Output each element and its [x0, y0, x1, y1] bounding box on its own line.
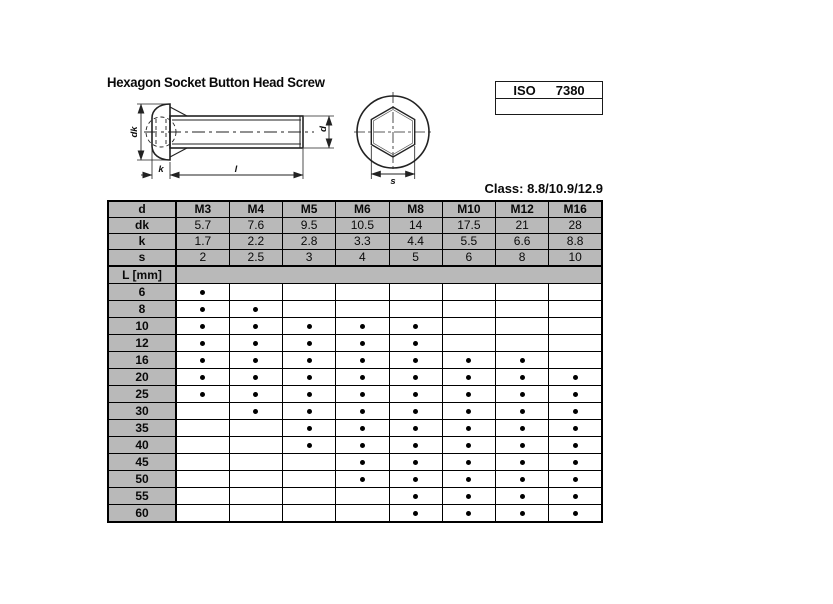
availability-dot: [413, 460, 418, 465]
availability-dot-cell: [176, 369, 229, 386]
availability-dot-cell: [549, 454, 602, 471]
availability-empty-cell: [442, 284, 495, 301]
length-row-label: 10: [108, 318, 176, 335]
availability-empty-cell: [229, 454, 282, 471]
availability-dot: [360, 443, 365, 448]
length-row-label: 50: [108, 471, 176, 488]
availability-empty-cell: [496, 301, 549, 318]
availability-dot-cell: [176, 284, 229, 301]
spec-value: 8.8: [549, 234, 602, 250]
availability-dot: [413, 392, 418, 397]
availability-dot: [466, 477, 471, 482]
availability-dot: [466, 375, 471, 380]
length-row-12: [108, 335, 602, 352]
availability-empty-cell: [283, 471, 336, 488]
availability-dot: [413, 443, 418, 448]
availability-dot-cell: [549, 369, 602, 386]
availability-dot-cell: [336, 318, 389, 335]
availability-dot: [466, 443, 471, 448]
iso-box-empty-row: [496, 99, 602, 114]
availability-dot: [520, 460, 525, 465]
length-section-fill: [176, 266, 602, 284]
availability-dot: [573, 511, 578, 516]
availability-dot: [413, 511, 418, 516]
availability-dot: [466, 460, 471, 465]
spec-value: M3: [176, 201, 229, 218]
availability-dot-cell: [496, 386, 549, 403]
strength-class-label: Class: 8.8/10.9/12.9: [484, 181, 603, 196]
length-row-label: 25: [108, 386, 176, 403]
length-row-45: [108, 454, 602, 471]
availability-dot: [520, 409, 525, 414]
availability-empty-cell: [229, 505, 282, 523]
availability-dot: [253, 409, 258, 414]
availability-empty-cell: [176, 454, 229, 471]
spec-value: 8: [496, 250, 549, 267]
length-row-label: 45: [108, 454, 176, 471]
dim-label-s: s: [390, 176, 396, 187]
length-row-label: 60: [108, 505, 176, 523]
availability-dot-cell: [389, 352, 442, 369]
availability-dot: [360, 460, 365, 465]
availability-dot: [466, 409, 471, 414]
availability-dot-cell: [176, 386, 229, 403]
availability-dot: [307, 392, 312, 397]
availability-dot: [520, 375, 525, 380]
spec-value: 2: [176, 250, 229, 267]
availability-dot: [573, 460, 578, 465]
availability-dot: [573, 477, 578, 482]
availability-dot-cell: [496, 505, 549, 523]
availability-dot-cell: [336, 420, 389, 437]
availability-dot-cell: [496, 488, 549, 505]
availability-dot: [413, 341, 418, 346]
availability-dot: [360, 426, 365, 431]
dimension-labels: [129, 126, 396, 187]
availability-dot: [413, 324, 418, 329]
availability-dot: [573, 375, 578, 380]
availability-dot: [200, 307, 205, 312]
availability-empty-cell: [389, 284, 442, 301]
availability-dot: [573, 443, 578, 448]
dim-label-dk: dk: [129, 126, 140, 138]
availability-dot: [520, 477, 525, 482]
spec-row-s: [108, 250, 602, 267]
length-row-label: 30: [108, 403, 176, 420]
availability-dot-cell: [176, 301, 229, 318]
spec-value: 1.7: [176, 234, 229, 250]
availability-dot-cell: [336, 335, 389, 352]
availability-dot: [360, 324, 365, 329]
availability-empty-cell: [176, 471, 229, 488]
availability-empty-cell: [442, 318, 495, 335]
spec-value: 28: [549, 218, 602, 234]
availability-dot-cell: [176, 352, 229, 369]
availability-dot: [253, 341, 258, 346]
availability-dot-cell: [496, 454, 549, 471]
availability-dot: [200, 324, 205, 329]
availability-dot-cell: [389, 488, 442, 505]
length-row-label: 35: [108, 420, 176, 437]
availability-empty-cell: [496, 335, 549, 352]
length-row-label: 16: [108, 352, 176, 369]
availability-dot-cell: [389, 454, 442, 471]
availability-dot: [520, 511, 525, 516]
spec-value: 2.2: [229, 234, 282, 250]
availability-dot: [307, 358, 312, 363]
spec-row-label: k: [108, 234, 176, 250]
dim-label-l: l: [234, 164, 238, 175]
availability-empty-cell: [549, 284, 602, 301]
spec-value: 5.7: [176, 218, 229, 234]
availability-empty-cell: [283, 505, 336, 523]
availability-dot: [413, 358, 418, 363]
availability-dot-cell: [389, 437, 442, 454]
availability-dot-cell: [229, 318, 282, 335]
length-section-label: L [mm]: [108, 266, 176, 284]
availability-dot-cell: [496, 471, 549, 488]
availability-dot-cell: [283, 369, 336, 386]
availability-dot: [307, 341, 312, 346]
availability-dot: [307, 375, 312, 380]
spec-value: 9.5: [283, 218, 336, 234]
spec-value: 7.6: [229, 218, 282, 234]
availability-dot: [466, 358, 471, 363]
availability-empty-cell: [389, 301, 442, 318]
availability-dot-cell: [442, 369, 495, 386]
availability-dot: [360, 477, 365, 482]
availability-dot-cell: [283, 437, 336, 454]
availability-dot: [466, 392, 471, 397]
availability-dot-cell: [442, 505, 495, 523]
availability-dot: [520, 358, 525, 363]
availability-dot: [413, 375, 418, 380]
availability-dot: [360, 341, 365, 346]
spec-value: M16: [549, 201, 602, 218]
availability-empty-cell: [549, 352, 602, 369]
availability-empty-cell: [176, 420, 229, 437]
length-row-6: [108, 284, 602, 301]
availability-dot-cell: [389, 420, 442, 437]
availability-dot: [520, 494, 525, 499]
availability-dot-cell: [496, 420, 549, 437]
availability-dot-cell: [549, 386, 602, 403]
spec-value: 6: [442, 250, 495, 267]
availability-dot: [253, 358, 258, 363]
availability-dot-cell: [229, 369, 282, 386]
availability-empty-cell: [442, 301, 495, 318]
length-section-header-row: [108, 266, 602, 284]
length-row-8: [108, 301, 602, 318]
availability-empty-cell: [229, 488, 282, 505]
availability-dot-cell: [389, 505, 442, 523]
availability-empty-cell: [336, 505, 389, 523]
availability-dot-cell: [229, 301, 282, 318]
iso-standard-row: [496, 82, 602, 99]
spec-value: M10: [442, 201, 495, 218]
spec-value: 4: [336, 250, 389, 267]
dim-label-k: k: [158, 164, 164, 175]
availability-dot: [360, 358, 365, 363]
availability-dot-cell: [389, 403, 442, 420]
spec-value: 2.5: [229, 250, 282, 267]
length-row-60: [108, 505, 602, 523]
availability-dot: [253, 392, 258, 397]
spec-value: M12: [496, 201, 549, 218]
availability-dot-cell: [442, 352, 495, 369]
availability-dot-cell: [442, 471, 495, 488]
spec-row-d: [108, 201, 602, 218]
availability-dot: [253, 307, 258, 312]
availability-dot-cell: [389, 335, 442, 352]
spec-value: M8: [389, 201, 442, 218]
availability-empty-cell: [283, 301, 336, 318]
availability-empty-cell: [283, 454, 336, 471]
availability-dot-cell: [229, 403, 282, 420]
availability-dot-cell: [229, 386, 282, 403]
availability-dot: [307, 443, 312, 448]
availability-empty-cell: [336, 301, 389, 318]
dimension-table-body: [108, 201, 602, 522]
availability-dot-cell: [336, 352, 389, 369]
availability-dot: [413, 426, 418, 431]
availability-dot-cell: [389, 386, 442, 403]
availability-dot: [307, 409, 312, 414]
availability-dot-cell: [336, 369, 389, 386]
end-view: [354, 92, 432, 179]
availability-dot-cell: [336, 403, 389, 420]
availability-dot-cell: [229, 335, 282, 352]
availability-dot: [573, 392, 578, 397]
availability-empty-cell: [283, 284, 336, 301]
spec-row-dk: [108, 218, 602, 234]
spec-row-label: d: [108, 201, 176, 218]
availability-dot-cell: [442, 420, 495, 437]
availability-dot-cell: [336, 471, 389, 488]
availability-dot-cell: [549, 437, 602, 454]
availability-empty-cell: [229, 284, 282, 301]
length-row-30: [108, 403, 602, 420]
availability-empty-cell: [283, 488, 336, 505]
length-row-40: [108, 437, 602, 454]
availability-dot-cell: [176, 335, 229, 352]
availability-empty-cell: [549, 301, 602, 318]
availability-dot: [253, 324, 258, 329]
availability-empty-cell: [229, 471, 282, 488]
availability-dot: [413, 477, 418, 482]
availability-dot-cell: [549, 505, 602, 523]
availability-dot-cell: [549, 403, 602, 420]
spec-value: 3: [283, 250, 336, 267]
availability-dot-cell: [389, 369, 442, 386]
screw-technical-drawing: [108, 82, 448, 187]
dim-label-d: d: [318, 126, 329, 132]
availability-empty-cell: [176, 403, 229, 420]
availability-dot-cell: [442, 488, 495, 505]
availability-dot: [413, 494, 418, 499]
availability-dot-cell: [229, 352, 282, 369]
availability-empty-cell: [176, 488, 229, 505]
spec-value: M4: [229, 201, 282, 218]
availability-dot: [520, 392, 525, 397]
spec-value: 2.8: [283, 234, 336, 250]
availability-dot: [200, 341, 205, 346]
availability-empty-cell: [229, 420, 282, 437]
availability-dot-cell: [496, 437, 549, 454]
availability-dot-cell: [389, 471, 442, 488]
spec-row-label: dk: [108, 218, 176, 234]
availability-dot: [200, 392, 205, 397]
length-row-20: [108, 369, 602, 386]
availability-dot: [307, 324, 312, 329]
spec-row-k: [108, 234, 602, 250]
availability-dot: [360, 375, 365, 380]
availability-dot-cell: [283, 403, 336, 420]
availability-dot-cell: [283, 352, 336, 369]
spec-value: 4.4: [389, 234, 442, 250]
spec-value: 10.5: [336, 218, 389, 234]
availability-empty-cell: [496, 284, 549, 301]
availability-dot-cell: [283, 386, 336, 403]
spec-value: M6: [336, 201, 389, 218]
spec-value: 5: [389, 250, 442, 267]
availability-empty-cell: [336, 284, 389, 301]
availability-dot-cell: [283, 318, 336, 335]
length-row-label: 6: [108, 284, 176, 301]
availability-empty-cell: [336, 488, 389, 505]
availability-dot-cell: [549, 420, 602, 437]
length-row-label: 8: [108, 301, 176, 318]
availability-dot: [573, 494, 578, 499]
spec-value: 14: [389, 218, 442, 234]
availability-empty-cell: [176, 505, 229, 523]
length-row-25: [108, 386, 602, 403]
spec-value: 3.3: [336, 234, 389, 250]
spec-value: 6.6: [496, 234, 549, 250]
end-view-centerlines: [354, 92, 432, 172]
availability-dot-cell: [442, 386, 495, 403]
availability-dot-cell: [283, 420, 336, 437]
dimension-table: [107, 200, 603, 523]
availability-dot: [466, 426, 471, 431]
availability-empty-cell: [496, 318, 549, 335]
availability-dot-cell: [442, 437, 495, 454]
availability-dot: [360, 392, 365, 397]
availability-dot: [307, 426, 312, 431]
availability-dot-cell: [496, 369, 549, 386]
availability-dot: [466, 494, 471, 499]
availability-empty-cell: [229, 437, 282, 454]
length-row-35: [108, 420, 602, 437]
availability-dot-cell: [336, 454, 389, 471]
availability-dot-cell: [176, 318, 229, 335]
length-row-label: 40: [108, 437, 176, 454]
availability-dot: [520, 443, 525, 448]
availability-dot: [573, 409, 578, 414]
availability-dot-cell: [336, 437, 389, 454]
availability-dot: [520, 426, 525, 431]
availability-dot: [360, 409, 365, 414]
availability-dot-cell: [442, 403, 495, 420]
availability-dot-cell: [549, 488, 602, 505]
iso-label: ISO: [513, 82, 536, 98]
length-row-label: 55: [108, 488, 176, 505]
availability-dot-cell: [283, 335, 336, 352]
availability-dot: [253, 375, 258, 380]
availability-dot-cell: [336, 386, 389, 403]
availability-dot-cell: [496, 403, 549, 420]
availability-empty-cell: [442, 335, 495, 352]
length-row-label: 12: [108, 335, 176, 352]
iso-number: 7380: [555, 82, 585, 98]
availability-empty-cell: [549, 318, 602, 335]
page-title: Hexagon Socket Button Head Screw: [107, 74, 325, 91]
availability-dot-cell: [389, 318, 442, 335]
length-row-10: [108, 318, 602, 335]
availability-empty-cell: [176, 437, 229, 454]
spec-value: 21: [496, 218, 549, 234]
iso-standard-box: [495, 81, 603, 115]
availability-dot: [200, 358, 205, 363]
availability-empty-cell: [549, 335, 602, 352]
spec-value: 5.5: [442, 234, 495, 250]
availability-dot: [573, 426, 578, 431]
availability-dot: [200, 375, 205, 380]
spec-value: M5: [283, 201, 336, 218]
availability-dot: [200, 290, 205, 295]
length-row-55: [108, 488, 602, 505]
spec-value: 17.5: [442, 218, 495, 234]
availability-dot: [466, 511, 471, 516]
length-row-16: [108, 352, 602, 369]
spec-value: 10: [549, 250, 602, 267]
availability-dot: [413, 409, 418, 414]
availability-dot-cell: [549, 471, 602, 488]
availability-dot-cell: [496, 352, 549, 369]
spec-row-label: s: [108, 250, 176, 267]
length-row-50: [108, 471, 602, 488]
length-row-label: 20: [108, 369, 176, 386]
availability-dot-cell: [442, 454, 495, 471]
